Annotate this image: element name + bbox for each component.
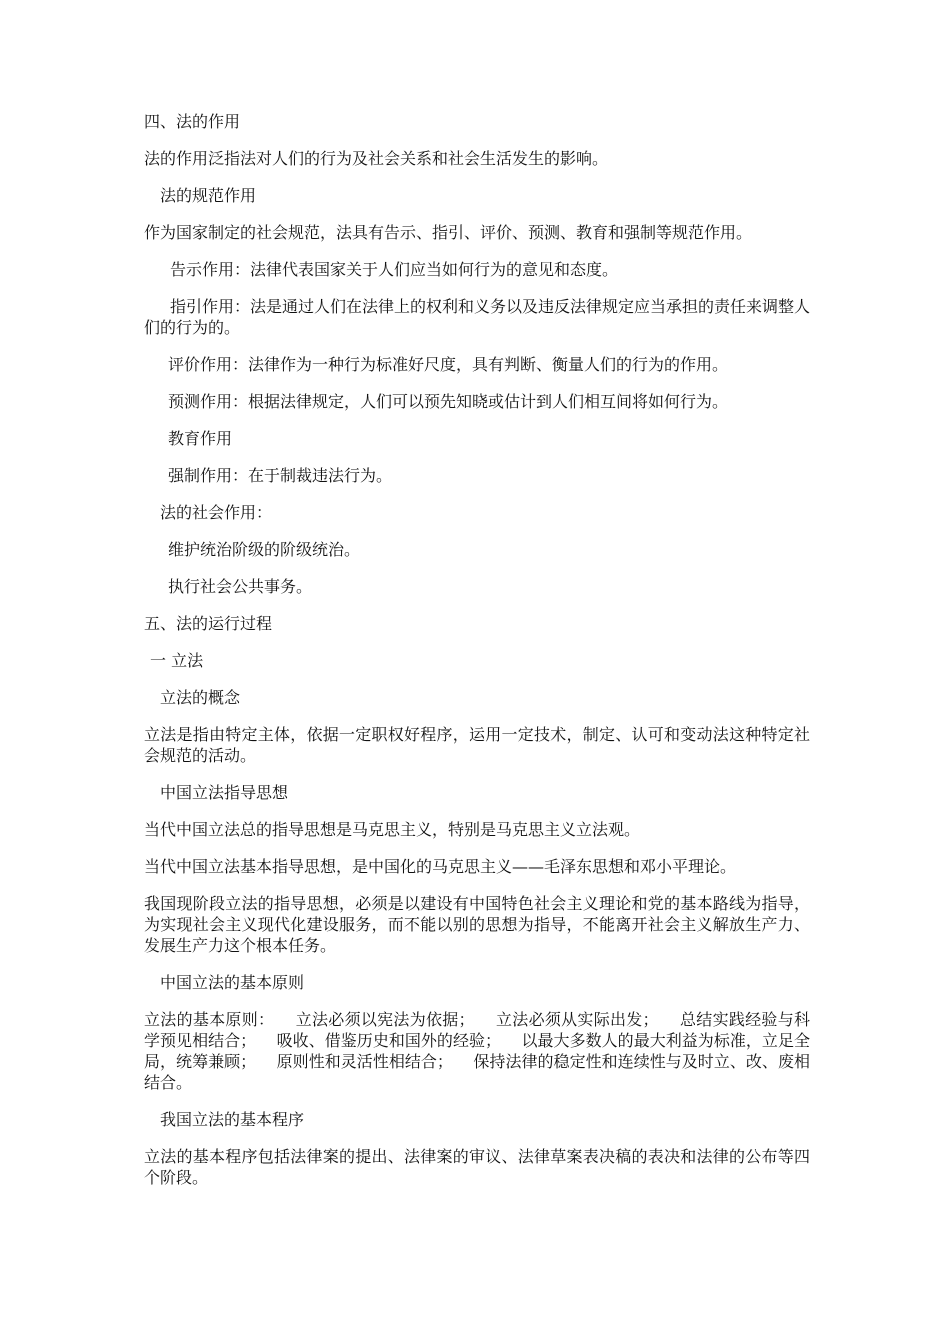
paragraph: 预测作用：根据法律规定，人们可以预先知晓或估计到人们相互间将如何行为。 [168, 392, 729, 411]
subheading-basic-procedure: 我国立法的基本程序 [160, 1110, 305, 1129]
subheading-basic-principles: 中国立法的基本原则 [160, 973, 305, 992]
paragraph: 立法的基本程序包括法律案的提出、法律案的审议、法律草案表决稿的表决和法律的公布等四个阶段。 [144, 1147, 810, 1187]
paragraph: 立法的基本原则： 立法必须以宪法为依据； 立法必须从实际出发； 总结实践经验与科学预见相结合； 吸收、借鉴历史和国外的经验； 以最大多数人的最大利益为标准，立足全局，统筹兼顾； 原则性和灵活性相结合； 保持法律的稳定性和连续性与及时立、改、废相结合。 [144, 1010, 810, 1092]
document-body [144, 111, 810, 1204]
paragraph: 强制作用：在于制裁违法行为。 [168, 466, 393, 485]
paragraph: 立法是指由特定主体，依据一定职权好程序，运用一定技术，制定、认可和变动法这种特定社会规范的活动。 [144, 725, 810, 765]
subheading-social-function: 法的社会作用： [160, 503, 273, 522]
paragraph: 告示作用：法律代表国家关于人们应当如何行为的意见和态度。 [170, 260, 619, 279]
paragraph: 评价作用：法律作为一种行为标准好尺度，具有判断、衡量人们的行为的作用。 [168, 355, 729, 374]
subheading-legislation: 一 立法 [150, 651, 204, 670]
subheading-guiding-ideology: 中国立法指导思想 [160, 783, 289, 802]
paragraph: 法的作用泛指法对人们的行为及社会关系和社会生活发生的影响。 [144, 149, 609, 168]
paragraph: 执行社会公共事务。 [168, 577, 313, 596]
paragraph: 当代中国立法总的指导思想是马克思主义，特别是马克思主义立法观。 [144, 820, 641, 839]
paragraph: 我国现阶段立法的指导思想，必须是以建设有中国特色社会主义理论和党的基本路线为指导，为实现社会主义现代化建设服务，而不能以别的思想为指导，不能离开社会主义解放生产力、发展生产力这个根本任务。 [144, 894, 810, 955]
paragraph: 维护统治阶级的阶级统治。 [168, 540, 361, 559]
subheading-normative-function: 法的规范作用 [160, 186, 257, 205]
paragraph: 指引作用：法是通过人们在法律上的权利和义务以及违反法律规定应当承担的责任来调整人们的行为的。 [144, 297, 811, 337]
section-heading-law-operation: 五、法的运行过程 [144, 614, 273, 633]
section-heading-law-functions: 四、法的作用 [144, 112, 241, 131]
subheading-legislation-concept: 立法的概念 [160, 688, 241, 707]
paragraph: 教育作用 [168, 429, 233, 448]
paragraph: 作为国家制定的社会规范，法具有告示、指引、评价、预测、教育和强制等规范作用。 [144, 223, 753, 242]
paragraph: 当代中国立法基本指导思想，是中国化的马克思主义——毛泽东思想和邓小平理论。 [144, 857, 737, 876]
